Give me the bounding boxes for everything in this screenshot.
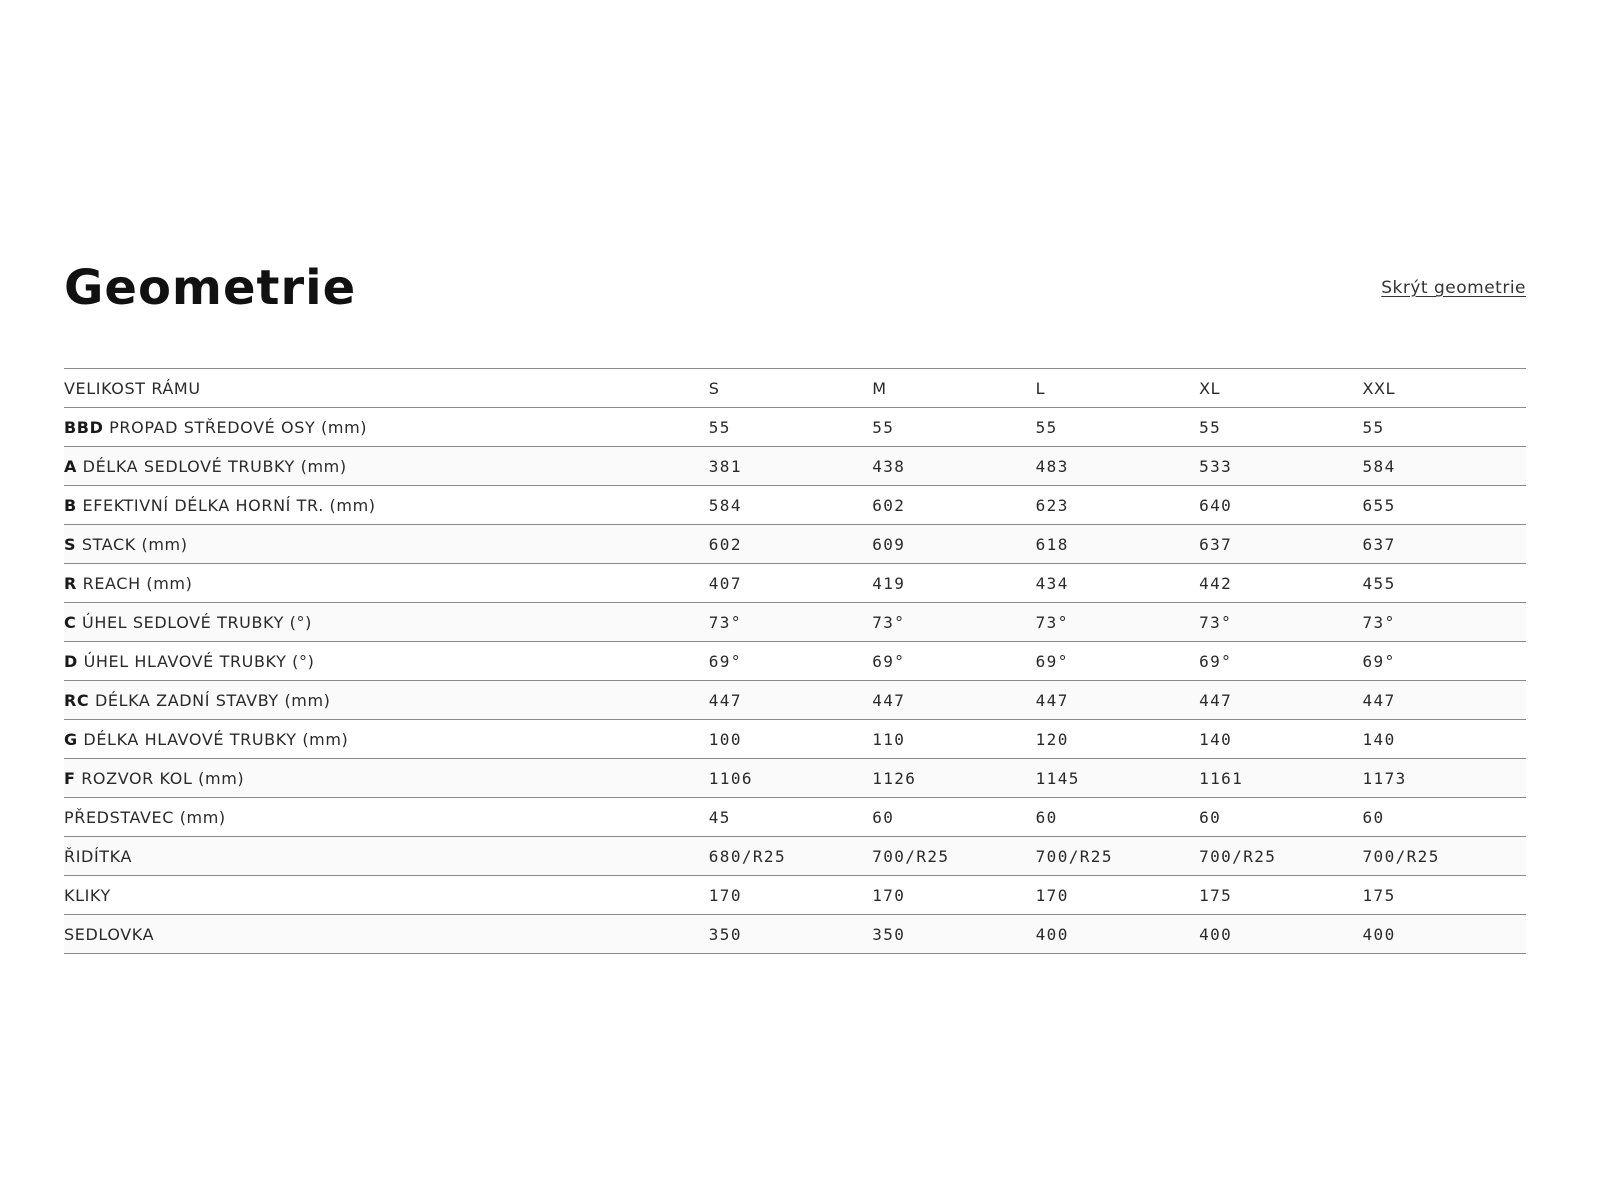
cell-s: 170	[709, 876, 872, 915]
row-label-text: ÚHEL SEDLOVÉ TRUBKY (°)	[82, 612, 312, 632]
table-row	[64, 525, 1526, 564]
row-label	[64, 681, 709, 720]
row-label-text: KLIKY	[64, 885, 111, 905]
table-row	[64, 915, 1526, 954]
row-label	[64, 408, 709, 447]
cell-xl: 442	[1199, 564, 1362, 603]
cell-s: 100	[709, 720, 872, 759]
cell-m: 1126	[872, 759, 1035, 798]
table-row	[64, 876, 1526, 915]
cell-xxl: 655	[1363, 486, 1527, 525]
cell-xxl: 73°	[1363, 603, 1527, 642]
cell-l: 447	[1036, 681, 1199, 720]
cell-s: 45	[709, 798, 872, 837]
cell-s: 584	[709, 486, 872, 525]
cell-m: 419	[872, 564, 1035, 603]
cell-l: 483	[1036, 447, 1199, 486]
cell-m: 438	[872, 447, 1035, 486]
row-code: S	[64, 534, 77, 554]
geometry-table-head	[64, 369, 1526, 408]
row-label	[64, 564, 709, 603]
cell-xl: 73°	[1199, 603, 1362, 642]
cell-s: 73°	[709, 603, 872, 642]
row-label-text: ROZVOR KOL (mm)	[81, 768, 245, 788]
cell-m: 350	[872, 915, 1035, 954]
cell-l: 700/R25	[1036, 837, 1199, 876]
row-label	[64, 642, 709, 681]
size-header-xl: XL	[1199, 369, 1362, 408]
table-row	[64, 837, 1526, 876]
cell-xl: 637	[1199, 525, 1362, 564]
cell-xxl: 55	[1363, 408, 1527, 447]
cell-xxl: 69°	[1363, 642, 1527, 681]
cell-xl: 55	[1199, 408, 1362, 447]
table-row	[64, 447, 1526, 486]
cell-m: 69°	[872, 642, 1035, 681]
row-code: D	[64, 651, 78, 671]
geometry-table-body	[64, 408, 1526, 954]
row-label-text: REACH (mm)	[82, 573, 193, 593]
cell-s: 602	[709, 525, 872, 564]
cell-l: 623	[1036, 486, 1199, 525]
cell-l: 55	[1036, 408, 1199, 447]
table-row	[64, 798, 1526, 837]
row-code: G	[64, 729, 78, 749]
cell-xl: 533	[1199, 447, 1362, 486]
cell-xxl: 637	[1363, 525, 1527, 564]
cell-m: 73°	[872, 603, 1035, 642]
row-label	[64, 798, 709, 837]
row-label	[64, 720, 709, 759]
row-code: C	[64, 612, 77, 632]
size-header-xxl: XXL	[1363, 369, 1527, 408]
row-label-text: PROPAD STŘEDOVÉ OSY (mm)	[109, 417, 368, 437]
cell-xl: 140	[1199, 720, 1362, 759]
row-label-text: DÉLKA SEDLOVÉ TRUBKY (mm)	[82, 456, 347, 476]
cell-s: 69°	[709, 642, 872, 681]
cell-xxl: 584	[1363, 447, 1527, 486]
table-row	[64, 720, 1526, 759]
row-label-text: DÉLKA HLAVOVÉ TRUBKY (mm)	[83, 729, 349, 749]
table-row	[64, 408, 1526, 447]
row-label-text: EFEKTIVNÍ DÉLKA HORNÍ TR. (mm)	[82, 495, 376, 515]
row-code: F	[64, 768, 76, 788]
cell-s: 350	[709, 915, 872, 954]
cell-xxl: 700/R25	[1363, 837, 1527, 876]
cell-xl: 400	[1199, 915, 1362, 954]
table-row	[64, 681, 1526, 720]
table-row	[64, 603, 1526, 642]
cell-xxl: 140	[1363, 720, 1527, 759]
cell-m: 55	[872, 408, 1035, 447]
cell-xxl: 175	[1363, 876, 1527, 915]
cell-m: 700/R25	[872, 837, 1035, 876]
size-header-m: M	[872, 369, 1035, 408]
row-code: B	[64, 495, 77, 515]
cell-l: 400	[1036, 915, 1199, 954]
size-header-s: S	[709, 369, 872, 408]
row-label	[64, 915, 709, 954]
cell-l: 170	[1036, 876, 1199, 915]
row-label	[64, 486, 709, 525]
cell-xxl: 447	[1363, 681, 1527, 720]
cell-m: 447	[872, 681, 1035, 720]
cell-xl: 60	[1199, 798, 1362, 837]
cell-m: 110	[872, 720, 1035, 759]
row-code: R	[64, 573, 77, 593]
cell-m: 609	[872, 525, 1035, 564]
cell-xl: 700/R25	[1199, 837, 1362, 876]
cell-l: 73°	[1036, 603, 1199, 642]
frame-size-header: VELIKOST RÁMU	[64, 369, 709, 408]
hide-geometry-link[interactable]: Skrýt geometrie	[1381, 278, 1526, 298]
row-label	[64, 525, 709, 564]
geometry-header	[64, 258, 1526, 318]
row-label-text: STACK (mm)	[81, 534, 188, 554]
table-row	[64, 486, 1526, 525]
size-header-l: L	[1036, 369, 1199, 408]
row-label	[64, 447, 709, 486]
cell-l: 1145	[1036, 759, 1199, 798]
cell-m: 170	[872, 876, 1035, 915]
cell-xl: 175	[1199, 876, 1362, 915]
cell-s: 447	[709, 681, 872, 720]
geometry-table	[64, 368, 1526, 954]
row-label-text: ÚHEL HLAVOVÉ TRUBKY (°)	[83, 651, 315, 671]
cell-m: 60	[872, 798, 1035, 837]
cell-s: 381	[709, 447, 872, 486]
cell-l: 60	[1036, 798, 1199, 837]
cell-xl: 1161	[1199, 759, 1362, 798]
row-label-text: DÉLKA ZADNÍ STAVBY (mm)	[94, 690, 331, 710]
cell-xxl: 60	[1363, 798, 1527, 837]
row-label	[64, 603, 709, 642]
row-code: A	[64, 456, 77, 476]
cell-s: 680/R25	[709, 837, 872, 876]
cell-l: 618	[1036, 525, 1199, 564]
cell-s: 1106	[709, 759, 872, 798]
cell-s: 407	[709, 564, 872, 603]
cell-xxl: 400	[1363, 915, 1527, 954]
cell-xl: 640	[1199, 486, 1362, 525]
table-header-row	[64, 369, 1526, 408]
row-label-text: SEDLOVKA	[64, 924, 155, 944]
row-label-text: PŘEDSTAVEC (mm)	[64, 807, 226, 827]
row-label	[64, 759, 709, 798]
page-title: Geometrie	[64, 260, 357, 316]
row-code: RC	[64, 690, 90, 710]
row-label	[64, 876, 709, 915]
cell-xl: 69°	[1199, 642, 1362, 681]
cell-s: 55	[709, 408, 872, 447]
table-row	[64, 759, 1526, 798]
cell-xxl: 455	[1363, 564, 1527, 603]
cell-m: 602	[872, 486, 1035, 525]
row-code: BBD	[64, 417, 104, 437]
row-label-text: ŘIDÍTKA	[64, 846, 133, 866]
row-label	[64, 837, 709, 876]
table-row	[64, 642, 1526, 681]
cell-l: 120	[1036, 720, 1199, 759]
cell-l: 69°	[1036, 642, 1199, 681]
cell-xl: 447	[1199, 681, 1362, 720]
table-row	[64, 564, 1526, 603]
cell-l: 434	[1036, 564, 1199, 603]
cell-xxl: 1173	[1363, 759, 1527, 798]
